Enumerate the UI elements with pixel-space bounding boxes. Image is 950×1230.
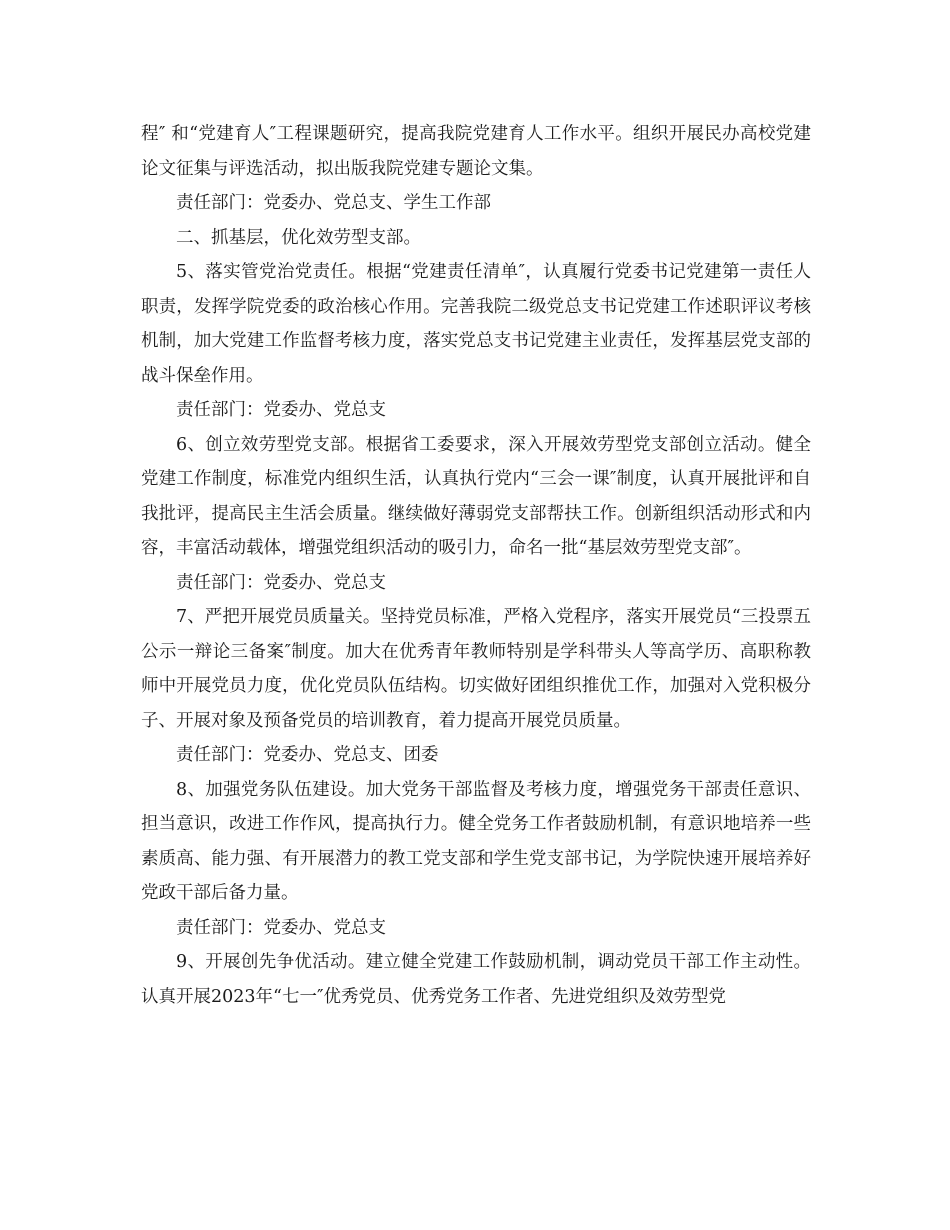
responsible-dept-1: 责任部门：党委办、党总支、学生工作部 — [176, 193, 491, 213]
responsible-dept-7: 责任部门：党委办、党总支、团委 — [176, 745, 439, 765]
responsible-dept-8: 责任部门：党委办、党总支 — [176, 917, 386, 938]
responsible-dept-5: 责任部门：党委办、党总支 — [176, 400, 386, 420]
responsible-dept-6: 责任部门：党委办、党总支 — [176, 572, 386, 593]
paragraph-continued: 程″ 和“党建育人″工程课题研究，提高我院党建育人工作水平。组织开展民办高校党建论文征集与评选活动，拟出版我院党建专题论文集。 — [141, 124, 811, 179]
item-7-paragraph: 7、严把开展党员质量关。坚持党员标准，严格入党程序，落实开展党员“三投票五公示一辩论三备案″制度。加大在优秀青年教师特别是学科带头人等高学历、高职称教师中开展党员力度，优化党员队伍结构。切实做好团组织推优工作，加强对入党积极分子、开展对象及预备党员的培训教育，着力提高开展党员质量。 — [141, 607, 811, 731]
item-8-paragraph: 8、加强党务队伍建设。加大党务干部监督及考核力度，增强党务干部责任意识、担当意识，改进工作作风，提高执行力。健全党务工作者鼓励机制，有意识地培养一些素质高、能力强、有开展潜力的教工党支部和学生党支部书记，为学院快速开展培养好党政干部后备力量。 — [141, 779, 811, 903]
section-heading-2: 二、抓基层，优化效劳型支部。 — [176, 227, 421, 248]
item-5-paragraph: 5、落实管党治党责任。根据“党建责任清单″，认真履行党委书记党建第一责任人职责，发挥学院党委的政治核心作用。完善我院二级党总支书记党建工作述职评议考核机制，加大党建工作监督考核力度，落实党总支书记党建主业责任，发挥基层党支部的战斗保垒作用。 — [141, 262, 811, 386]
document-body — [141, 117, 811, 1014]
item-9-paragraph: 9、开展创先争优活动。建立健全党建工作鼓励机制，调动党员干部工作主动性。认真开展2023年“七一″优秀党员、优秀党务工作者、先进党组织及效劳型党 — [141, 952, 811, 1007]
item-6-paragraph: 6、创立效劳型党支部。根据省工委要求，深入开展效劳型党支部创立活动。健全党建工作制度，标准党内组织生活，认真执行党内“三会一课″制度，认真开展批评和自我批评，提高民主生活会质量。继续做好薄弱党支部帮扶工作。创新组织活动形式和内容，丰富活动载体，增强党组织活动的吸引力，命名一批“基层效劳型党支部″。 — [141, 434, 811, 558]
